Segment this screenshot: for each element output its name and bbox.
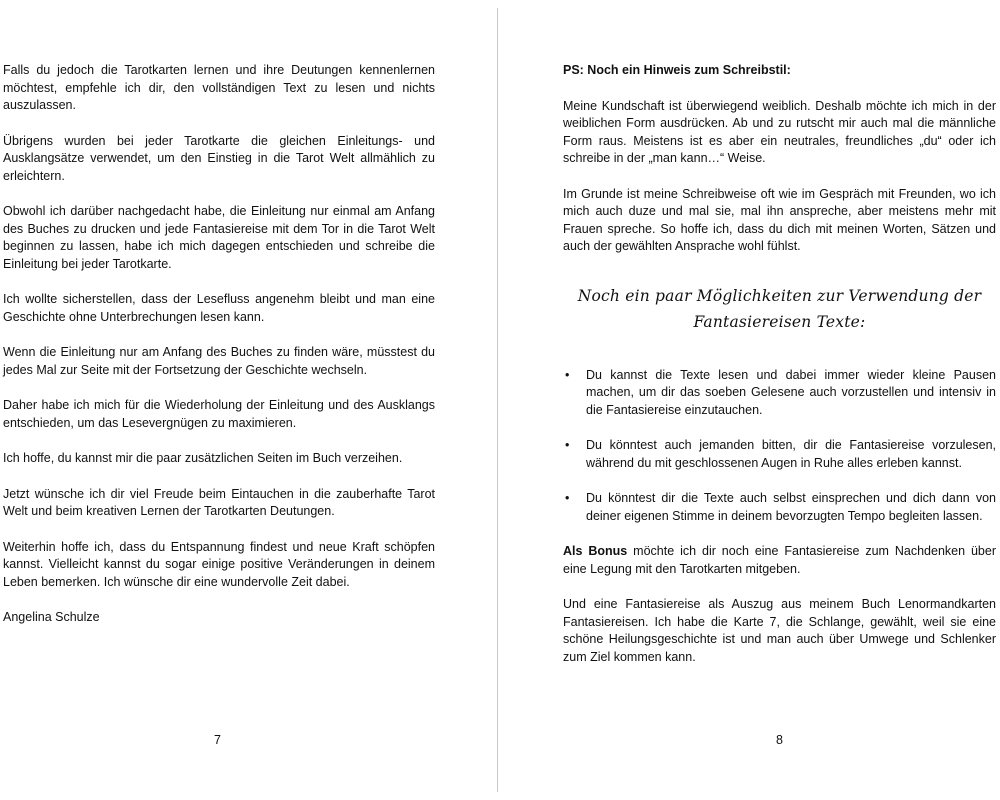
section-title-line: Noch ein paar Möglichkeiten zur Verwendung der: [577, 286, 982, 305]
author-signature: Angelina Schulze: [3, 610, 100, 624]
list-item: [563, 490, 996, 525]
list-item-text: Du könntest auch jemanden bitten, dir die Fantasiereise vorzulesen, während du mit geschlossenen Augen in Ruhe alles erleben kannst.: [586, 438, 996, 470]
bullet-list: [563, 367, 996, 526]
section-title-line: Fantasiereisen Texte:: [693, 312, 866, 331]
paragraph: Jetzt wünsche ich dir viel Freude beim Eintauchen in die zauberhafte Tarot Welt und beim kreativen Lernen der Tarotkarten Deutungen.: [3, 486, 435, 518]
page-number: 8: [776, 733, 783, 747]
list-item-text: Du könntest dir die Texte auch selbst einsprechen und dich dann von deiner eigenen Stimme in deinem bevorzugten Tempo begleiten lassen.: [586, 491, 996, 523]
section-title: [563, 283, 996, 335]
list-item-text: Du kannst die Texte lesen und dabei immer wieder kleine Pausen machen, um dir das soeben Gelesene auch vorzustellen und intensiv in die Fantasiereise einzutauchen.: [586, 367, 996, 417]
paragraph: Daher habe ich mich für die Wiederholung der Einleitung und des Ausklangs entschieden, um das Lesevergnügen zu maximieren.: [3, 398, 435, 430]
right-page: [500, 0, 1000, 800]
page-number: 7: [214, 733, 221, 747]
bonus-text: möchte ich dir noch eine Fantasiereise zum Nachdenken über eine Legung mit den Tarotkarten mitgeben.: [563, 544, 997, 576]
paragraph: Und eine Fantasiereise als Auszug aus meinem Buch Lenormandkarten Fantasiereisen. Ich habe die Karte 7, die Schlange, gewählt, weil sie eine schöne Heilungsgeschichte ist und man auch über Umwege und Schlenker zum Ziel kommen kann.: [563, 597, 996, 664]
bullet-icon: •: [565, 367, 570, 382]
paragraph: Im Grunde ist meine Schreibweise oft wie im Gespräch mit Freunden, wo ich mich auch duze und mal sie, mal ihn anspreche, aber meistens mehr mit Frauen spreche. So hoffe ich, dass du dich mit meinen Worten, Sätzen und auch der gewählten Ansprache wohl fühlst.: [563, 186, 996, 253]
list-item: [563, 367, 996, 420]
right-page-text: [563, 62, 996, 684]
page-divider: [497, 8, 498, 792]
paragraph: Übrigens wurden bei jeder Tarotkarte die gleichen Einleitungs- und Ausklangsätze verwendet, um den Einstieg in die Tarot Welt allmählich zu erleichtern.: [3, 133, 435, 183]
paragraph: Wenn die Einleitung nur am Anfang des Buches zu finden wäre, müsstest du jedes Mal zur Seite mit der Fortsetzung der Geschichte wechseln.: [3, 345, 435, 377]
paragraph: Meine Kundschaft ist überwiegend weiblich. Deshalb möchte ich mich in der weiblichen Form ausdrücken. Ab und zu rutscht mir auch mal die männliche Form raus. Meistens ist es aber ein neutrales, freundliches „du“ oder ich schreibe in der „man kann…“ Weise.: [563, 98, 996, 165]
left-page-text: [3, 62, 435, 645]
bonus-label: Als Bonus: [563, 544, 628, 558]
bullet-icon: •: [565, 491, 570, 505]
paragraph: Ich wollte sicherstellen, dass der Lesefluss angenehm bleibt und man eine Geschichte ohne Unterbrechungen lesen kann.: [3, 292, 435, 324]
paragraph: Falls du jedoch die Tarotkarten lernen und ihre Deutungen kennenlernen möchtest, empfehle ich dir, den vollständigen Text zu lesen und nichts auszulassen.: [3, 63, 435, 112]
bonus-paragraph: [563, 543, 996, 578]
paragraph: Ich hoffe, du kannst mir die paar zusätzlichen Seiten im Buch verzeihen.: [3, 451, 403, 465]
bullet-icon: •: [565, 438, 570, 452]
list-item: [563, 437, 996, 472]
paragraph: Weiterhin hoffe ich, dass du Entspannung findest und neue Kraft schöpfen kannst. Vielleicht kannst du sogar einige positive Veränderungen in deinem Leben bemerken. Ich wünsche dir eine wundervolle Zeit dabei.: [3, 539, 435, 589]
section-heading: PS: Noch ein Hinweis zum Schreibstil:: [563, 63, 791, 77]
left-page: [0, 0, 498, 800]
paragraph: Obwohl ich darüber nachgedacht habe, die Einleitung nur einmal am Anfang des Buches zu drucken und jede Fantasiereise mit dem Tor in die Tarot Welt beginnen zu lassen, habe ich mich dagegen entschieden und schreibe die Einleitung bei jeder Tarotkarte.: [3, 204, 435, 271]
